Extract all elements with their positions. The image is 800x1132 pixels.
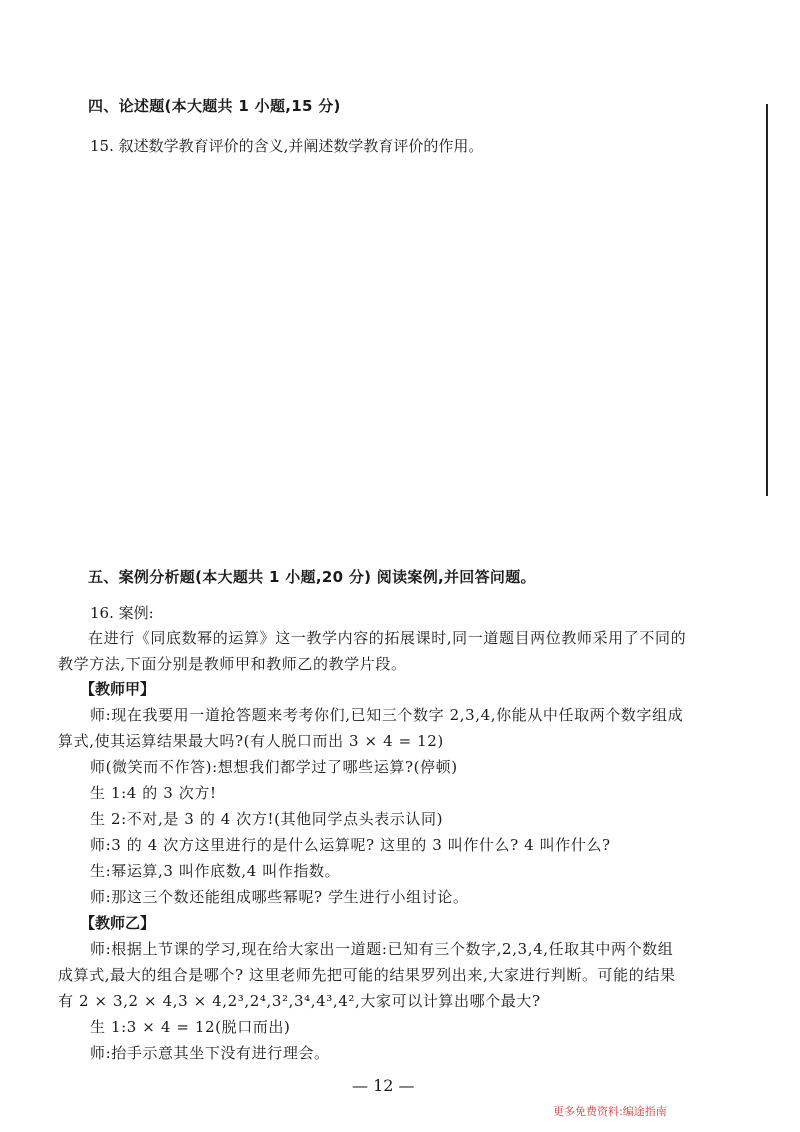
teacher-a-line: 生 2:不对,是 3 的 4 次方!(其他同学点头表示认同) — [90, 810, 444, 828]
teacher-a-tag: 【教师甲】 — [80, 680, 156, 698]
teacher-b-line: 师:抬手示意其坐下没有进行理会。 — [90, 1044, 330, 1062]
teacher-b-tag: 【教师乙】 — [80, 914, 156, 932]
teacher-b-line: 成算式,最大的组合是哪个? 这里老师先把可能的结果罗列出来,大家进行判断。可能的结果 — [58, 966, 676, 984]
footer-resource-link[interactable]: 更多免费资料:编途指南 — [553, 1105, 667, 1118]
page-number: — 12 — — [352, 1076, 415, 1095]
case-intro-line-2: 教学方法,下面分别是教师甲和教师乙的教学片段。 — [58, 655, 407, 673]
scan-edge-line — [766, 104, 768, 496]
teacher-b-line: 师:根据上节课的学习,现在给大家出一道题:已知有三个数字,2,3,4,任取其中两个数组 — [90, 940, 674, 958]
section-5-heading: 五、案例分析题(本大题共 1 小题,20 分) 阅读案例,并回答问题。 — [88, 568, 536, 586]
section-4-heading: 四、论述题(本大题共 1 小题,15 分) — [88, 97, 341, 115]
question-15: 15. 叙述数学教育评价的含义,并阐述数学教育评价的作用。 — [90, 137, 484, 155]
teacher-b-line: 有 2 × 3,2 × 4,3 × 4,2³,2⁴,3²,3⁴,4³,4²,大家可以计算出哪个最大? — [58, 992, 541, 1010]
teacher-a-line: 生 1:4 的 3 次方! — [90, 784, 217, 802]
teacher-a-line: 师:那这三个数还能组成哪些幂呢? 学生进行小组讨论。 — [90, 888, 469, 906]
teacher-a-line: 生:幂运算,3 叫作底数,4 叫作指数。 — [90, 862, 341, 880]
teacher-a-line: 师:3 的 4 次方这里进行的是什么运算呢? 这里的 3 叫作什么? 4 叫作什么? — [90, 836, 611, 854]
teacher-b-line: 生 1:3 × 4 = 12(脱口而出) — [90, 1018, 291, 1036]
teacher-a-line: 师:现在我要用一道抢答题来考考你们,已知三个数字 2,3,4,你能从中任取两个数字组成 — [90, 706, 684, 724]
answer-space — [90, 170, 750, 550]
case-intro-line-1: 在进行《同底数幂的运算》这一教学内容的拓展课时,同一道题目两位教师采用了不同的 — [88, 629, 687, 647]
teacher-a-line: 师(微笑而不作答):想想我们都学过了哪些运算?(停顿) — [90, 758, 458, 776]
question-16: 16. 案例: — [90, 604, 154, 622]
teacher-a-line: 算式,使其运算结果最大吗?(有人脱口而出 3 × 4 = 12) — [58, 732, 444, 750]
